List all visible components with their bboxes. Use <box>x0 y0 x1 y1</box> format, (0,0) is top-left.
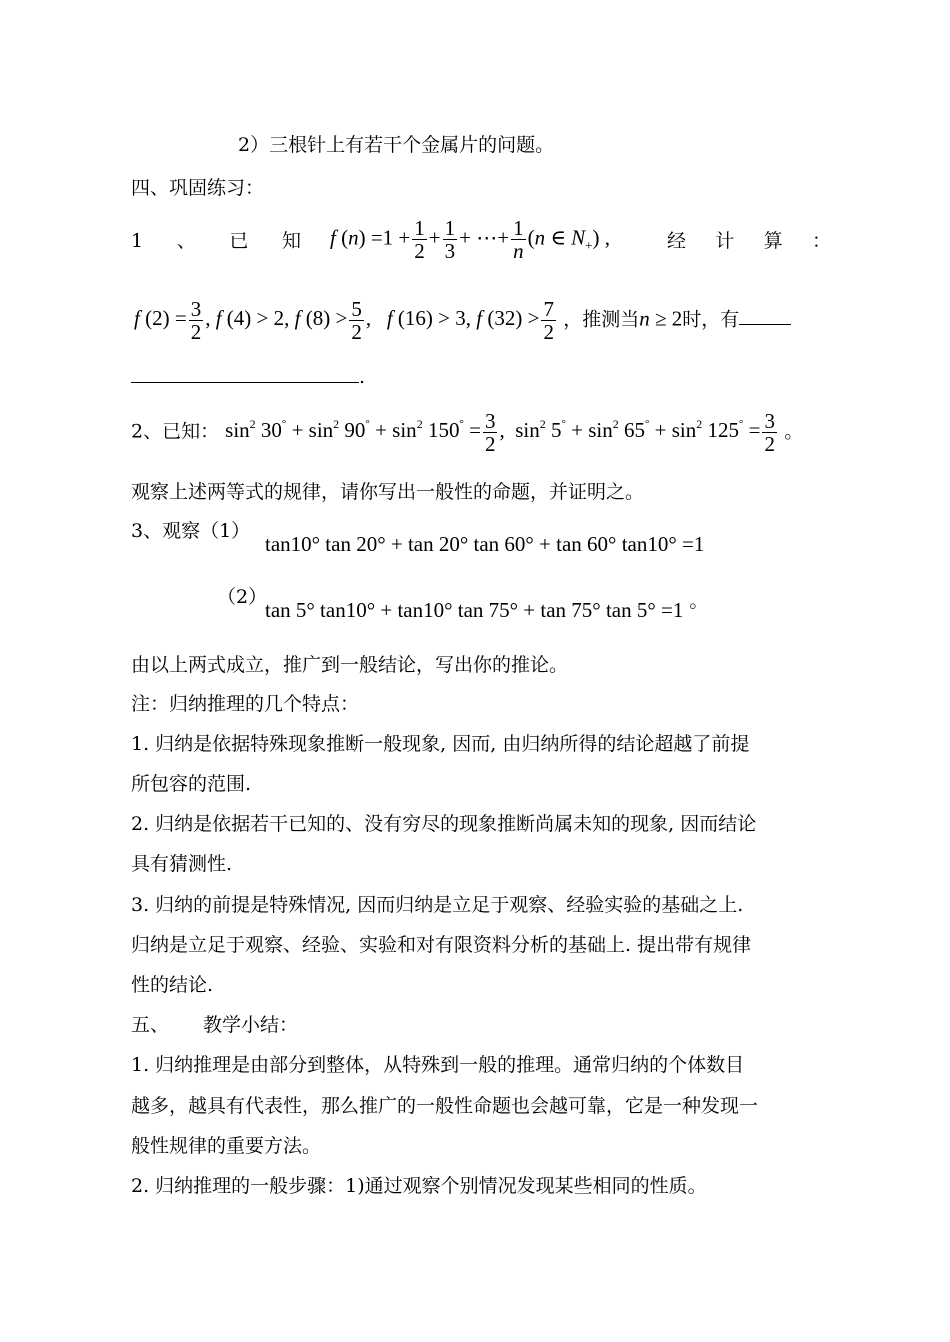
text-line: 观察上述两等式的规律，请你写出一般性的命题，并证明之。 <box>131 481 645 503</box>
text-line: 归纳是立足于观察、经验、实验和对有限资料分析的基础上. 提出带有规律 <box>131 934 752 956</box>
text-line: 3、观察（1） <box>131 520 251 542</box>
text-fragment: ： <box>811 230 831 252</box>
text-line: 3. 归纳的前提是特殊情况, 因而归纳是立足于观察、经验实验的基础之上. <box>131 894 744 916</box>
question-1-line-1 <box>131 217 831 265</box>
text-fragment: 知 <box>281 230 301 252</box>
formula: tan10° tan 20° + tan 20° tan 60° + tan 60° tan10° =1 <box>265 532 705 556</box>
note-heading: 注：归纳推理的几个特点： <box>131 693 360 715</box>
text-line: 越多，越具有代表性，那么推广的一般性命题也会越可靠，它是一种发现一 <box>131 1095 759 1117</box>
text-line: 性的结论. <box>131 974 214 996</box>
text-line: 1. 归纳是依据特殊现象推断一般现象, 因而, 由归纳所得的结论超越了前提 <box>131 733 750 755</box>
text-line: 般性规律的重要方法。 <box>131 1135 322 1157</box>
formula: n ≥ 2 <box>639 306 683 331</box>
text-line: 1. 归纳推理是由部分到整体，从特殊到一般的推理。通常归纳的个体数目 <box>131 1054 745 1076</box>
text-fragment: 经 <box>667 230 687 252</box>
formula: $\sin^2 30^\circ + \sin^2 90^\circ + \sin^2 150^\circ$ = $\frac{3}{2}$ , $\sin^2 5^\circ + \sin^2 65^\circ + \sin^2 125^\circ$ = $\frac{3}{2}$ <box>225 409 775 457</box>
question-2-line-1 <box>131 410 803 462</box>
formula: f (2) = $\frac{3}{2}$ , f (4) > 2, f (8) > $\frac{5}{2}$ , f (16) > 3, f (32) > $\frac{7}{2}$ <box>134 297 554 345</box>
formula: tan 5° tan10° + tan10° tan 75° + tan 75° tan 5° =1 <box>265 598 684 622</box>
text-fragment: 计 <box>715 230 735 252</box>
text-fragment: 、 <box>176 230 196 252</box>
question-1-line-2 <box>134 298 791 350</box>
text-fragment: 。 <box>784 420 804 443</box>
text-line: 由以上两式成立，推广到一般结论，写出你的推论。 <box>131 654 569 676</box>
text-fragment: 。 <box>689 590 709 612</box>
text-line: 具有猜测性. <box>131 853 233 875</box>
text-fragment: 时，有 <box>682 308 740 331</box>
text-fragment: 算 <box>763 230 783 252</box>
text-fragment: 1 <box>131 230 144 252</box>
text-fragment: ，推测当 <box>563 308 640 331</box>
section-heading: 四、巩固练习： <box>131 177 265 199</box>
text-fragment: 教学小结： <box>203 1014 299 1036</box>
answer-blank[interactable] <box>739 306 791 325</box>
text-line: 2. 归纳推理的一般步骤：1)通过观察个别情况发现某些相同的性质。 <box>131 1175 707 1197</box>
section-heading <box>131 1013 298 1037</box>
text-line: （2） <box>217 586 268 608</box>
text-line: 2）三根针上有若干个金属片的问题。 <box>238 134 555 156</box>
answer-blank[interactable] <box>131 364 359 383</box>
formula: f (n) =1 + $\frac{1}{2}$ + $\frac{1}{3}$ + ⋯+ $\frac{1}{n}$ (n ∈ $N_+$) , <box>330 216 610 264</box>
text-fragment: 已 <box>229 230 249 252</box>
text-line: 2. 归纳是依据若干已知的、没有穷尽的现象推断尚属未知的现象, 因而结论 <box>131 813 757 835</box>
formula-line <box>265 590 709 623</box>
question-1-line-3: . <box>131 364 365 389</box>
text-fragment: 五、 <box>131 1014 170 1036</box>
text-fragment: 2、已知： <box>131 420 220 443</box>
text-line: 所包容的范围. <box>131 773 252 795</box>
